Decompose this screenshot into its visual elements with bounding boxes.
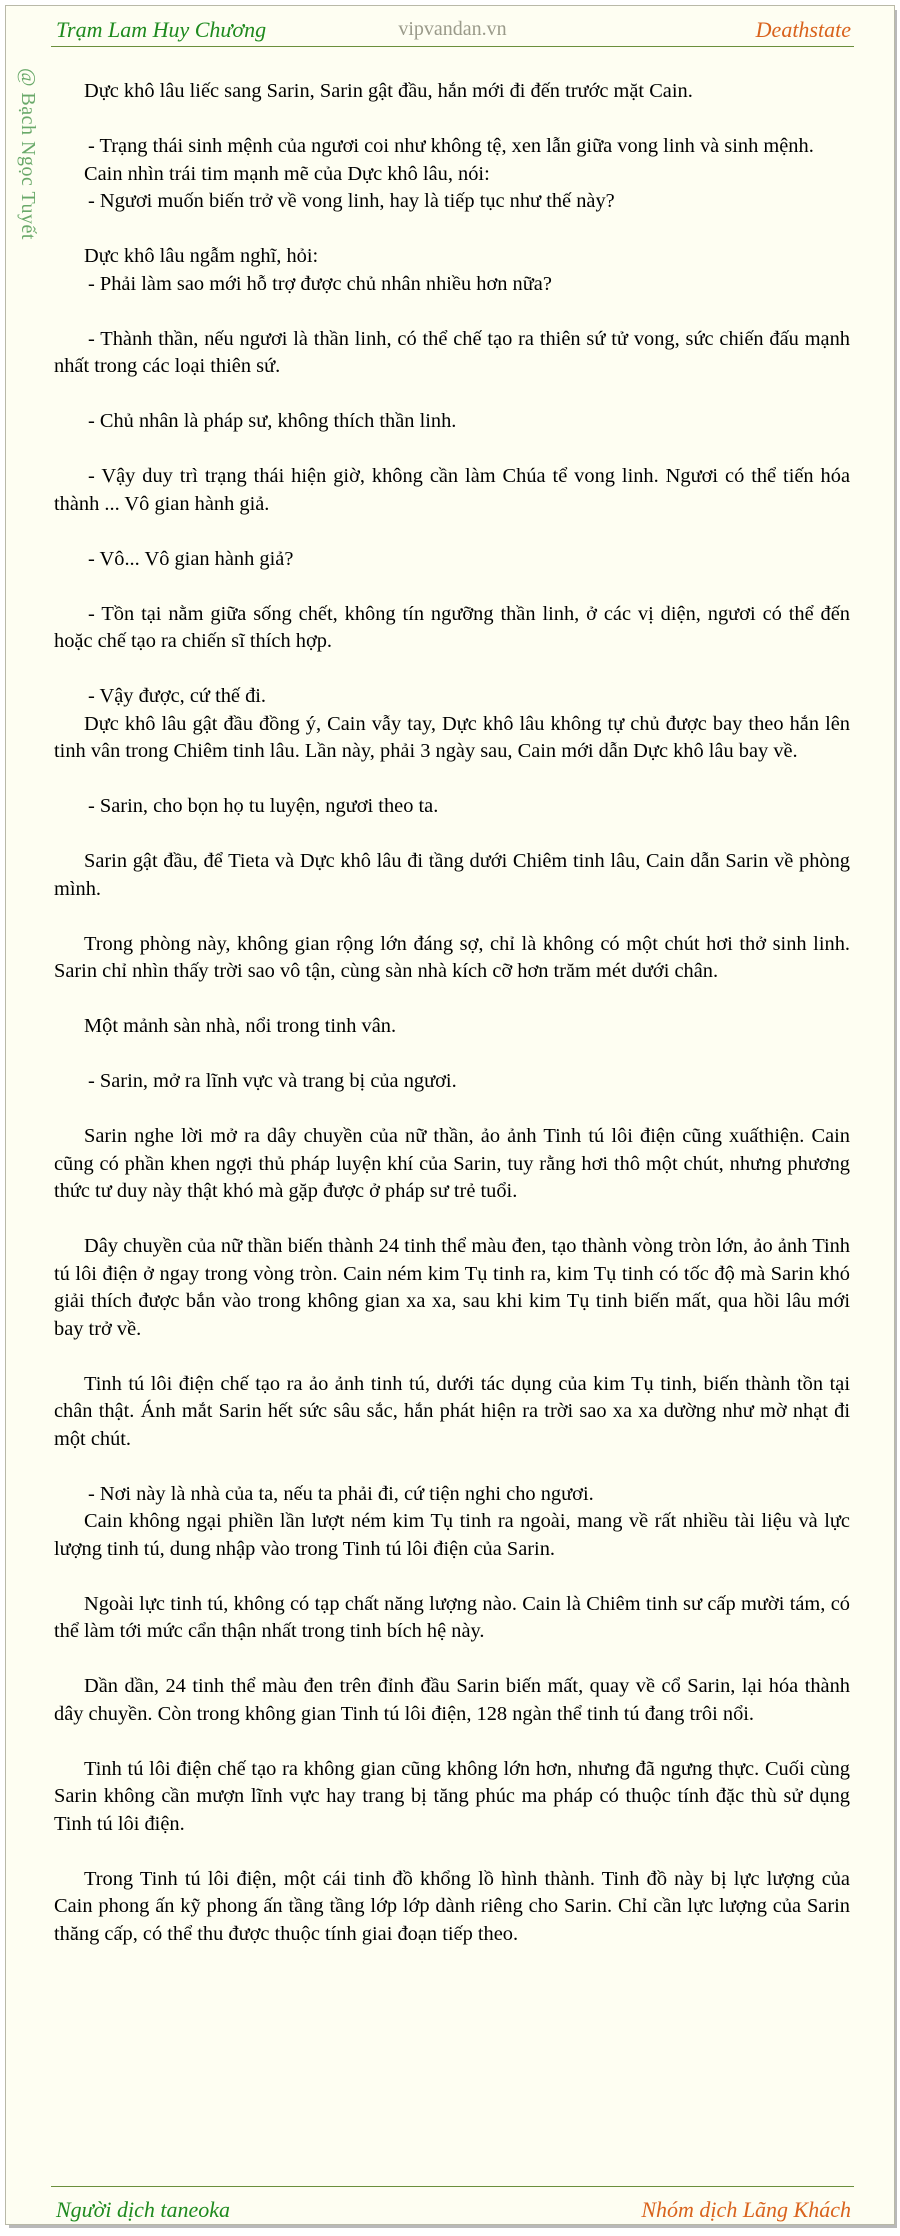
paragraph: - Chủ nhân là pháp sư, không thích thần linh. xyxy=(88,410,457,432)
paragraph: - Vô... Vô gian hành giả? xyxy=(88,547,294,570)
paragraph: - Trạng thái sinh mệnh của ngươi coi như không tệ, xen lẫn giữa vong linh và sinh mệnh. xyxy=(88,135,814,157)
paragraph: Ngoài lực tinh tú, không có tạp chất năng lượng nào. Cain là Chiêm tinh sư cấp mười tám, có thể làm tới mức cẩn thận nhất trong tinh bích hệ này. xyxy=(54,1592,850,1642)
paragraph: Cain nhìn trái tim mạnh mẽ của Dực khô lâu, nói: xyxy=(84,162,490,185)
paragraph: - Vậy được, cứ thế đi. xyxy=(88,685,267,707)
paragraph: Trong phòng này, không gian rộng lớn đáng sợ, chỉ là không có một chút hơi thở sinh linh. Sarin chỉ nhìn thấy trời sao vô tận, cùng sàn nhà kích cỡ hơn trăm mét dưới chân. xyxy=(54,932,850,982)
header-url: vipvandan.vn xyxy=(398,18,507,40)
paragraph: Tinh tú lôi điện chế tạo ra ảo ảnh tinh tú, dưới tác dụng của kim Tụ tinh, biến thành tồn tại chân thật. Ánh mắt Sarin hết sức sâu sắc, hắn phát hiện ra trời sao xa xa dường như mờ nhạt đi một chút. xyxy=(54,1372,850,1450)
page xyxy=(6,6,894,2224)
paragraph: Sarin nghe lời mở ra dây chuyền của nữ thần, ảo ảnh Tinh tú lôi điện cũng xuấthiện. Cain cũng có phần khen ngợi thủ pháp luyện khí của Sarin, tuy rằng hơi thô một chút, nhưng phương thức tư duy này thật khó mà gặp được ở pháp sư trẻ tuổi. xyxy=(54,1125,850,1202)
paragraph: Dực khô lâu liếc sang Sarin, Sarin gật đầu, hắn mới đi đến trước mặt Cain. xyxy=(84,80,693,102)
paragraph: Dây chuyền của nữ thần biến thành 24 tinh thể màu đen, tạo thành vòng tròn lớn, ảo ảnh Tinh tú lôi điện ở ngay trong vòng tròn. Cain ném kim Tụ tinh ra, kim Tụ tinh có tốc độ mà Sarin khó giải thích được bắn vào trong không gian xa xa, sau khi kim Tụ tinh biến mất, qua hồi lâu mới bay trở về. xyxy=(54,1235,850,1340)
paragraph: - Ngươi muốn biến trở về vong linh, hay là tiếp tục như thế này? xyxy=(88,190,615,212)
paragraph: Tinh tú lôi điện chế tạo ra không gian cũng không lớn hơn, nhưng đã ngưng thực. Cuối cùng Sarin không cần mượn lĩnh vực hay trang bị tăng phúc ma pháp có thuộc tính đặc thù sử dụng Tinh tú lôi điện. xyxy=(54,1757,850,1835)
header-book-title: Deathstate xyxy=(755,17,851,42)
paragraph: - Sarin, cho bọn họ tu luyện, ngươi theo ta. xyxy=(88,795,439,817)
footer-translator: Người dịch taneoka xyxy=(56,2197,231,2222)
page-footer xyxy=(51,2186,854,2222)
paragraph: - Tồn tại nằm giữa sống chết, không tín ngưỡng thần linh, ở các vị diện, ngươi có thể đến hoặc chế tạo ra chiến sĩ thích hợp. xyxy=(54,602,850,652)
paragraph: Sarin gật đầu, để Tieta và Dực khô lâu đi tầng dưới Chiêm tinh lâu, Cain dẫn Sarin về phòng mình. xyxy=(54,850,850,900)
paragraph: - Nơi này là nhà của ta, nếu ta phải đi, cứ tiện nghi cho ngươi. xyxy=(88,1482,594,1505)
paragraph: Dực khô lâu ngẫm nghĩ, hỏi: xyxy=(84,245,319,267)
header-site-name: Trạm Lam Huy Chương xyxy=(56,17,267,42)
footer-group: Nhóm dịch Lãng Khách xyxy=(641,2197,851,2222)
paragraph: Một mảnh sàn nhà, nổi trong tinh vân. xyxy=(84,1015,397,1037)
paragraph: Cain không ngại phiền lần lượt ném kim Tụ tinh ra ngoài, mang về rất nhiều tài liệu và lực lượng tinh tú, dung nhập vào trong Tinh tú lôi điện của Sarin. xyxy=(54,1510,850,1560)
chapter-body xyxy=(54,78,850,1948)
side-watermark: @ Bạch Ngọc Tuyết xyxy=(17,68,39,240)
paragraph: Dực khô lâu gật đầu đồng ý, Cain vẫy tay, Dực khô lâu không tự chủ được bay theo hắn lên tinh vân trong Chiêm tinh lâu. Lần này, phải 3 ngày sau, Cain mới dẫn Dực khô lâu bay về. xyxy=(54,712,850,762)
paragraph: - Sarin, mở ra lĩnh vực và trang bị của ngươi. xyxy=(88,1070,457,1092)
paragraph: - Phải làm sao mới hỗ trợ được chủ nhân nhiều hơn nữa? xyxy=(88,272,552,295)
paragraph: - Vậy duy trì trạng thái hiện giờ, không cần làm Chúa tể vong linh. Ngươi có thể tiến hóa thành ... Vô gian hành giả. xyxy=(54,465,850,515)
paragraph: Trong Tinh tú lôi điện, một cái tinh đồ khổng lồ hình thành. Tinh đồ này bị lực lượng của Cain phong ấn kỹ phong ấn tầng tầng lớp lớp dành riêng cho Sarin. Chỉ cần lực lượng của Sarin thăng cấp, có thể thu được thuộc tính giai đoạn tiếp theo. xyxy=(54,1867,850,1945)
paragraph: - Thành thần, nếu ngươi là thần linh, có thể chế tạo ra thiên sứ tử vong, sức chiến đấu mạnh nhất trong các loại thiên sứ. xyxy=(54,327,850,377)
page-header xyxy=(51,16,854,47)
paragraph: Dần dần, 24 tinh thể màu đen trên đỉnh đầu Sarin biến mất, quay về cổ Sarin, lại hóa thành dây chuyền. Còn trong không gian Tinh tú lôi điện, 128 ngàn thể tinh tú đang trôi nổi. xyxy=(54,1675,850,1725)
